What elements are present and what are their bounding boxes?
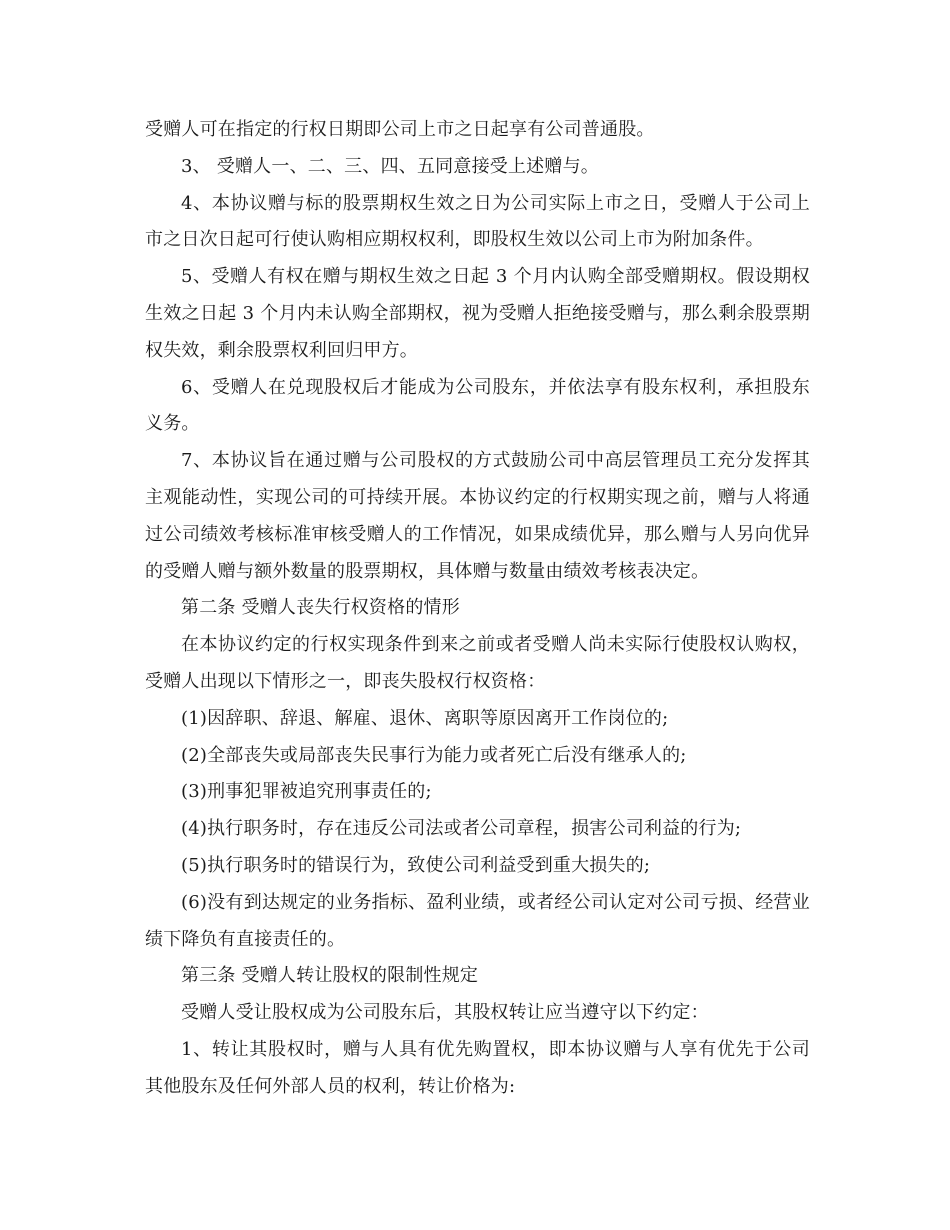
article-2-heading: 第二条 受赠人丧失行权资格的情形 [181, 597, 460, 619]
clause-7: 7、本协议旨在通过赠与公司股权的方式鼓励公司中高层管理员工充分发挥其主观能动性，实现公司的可持续开展。本协议约定的行权期实现之前，赠与人将通过公司绩效考核标准审核受赠人的工作情况，如果成绩优异，那么赠与人另向优异的受赠人赠与额外数量的股票期权，具体赠与数量由绩效考核表决定。 [145, 450, 810, 582]
article-2-item-1: (1)因辞职、辞退、解雇、退休、离职等原因离开工作岗位的; [181, 707, 669, 729]
article-2-item-3: (3)刑事犯罪被追究刑事责任的; [181, 781, 432, 803]
article-2-intro: 在本协议约定的行权实现条件到来之前或者受赠人尚未实际行使股权认购权，受赠人出现以下情形之一，即丧失股权行权资格： [145, 634, 810, 692]
clause-6: 6、受赠人在兑现股权后才能成为公司股东，并依法享有股东权利，承担股东义务。 [145, 376, 810, 435]
article-2-item-5: (5)执行职务时的错误行为，致使公司利益受到重大损失的; [181, 854, 651, 876]
article-3-heading: 第三条 受赠人转让股权的限制性规定 [181, 965, 479, 987]
article-2-item-2: (2)全部丧失或局部丧失民事行为能力或者死亡后没有继承人的; [181, 744, 687, 766]
article-3-clause-1: 1、转让其股权时，赠与人具有优先购置权，即本协议赠与人享有优先于公司其他股东及任何外部人员的权利，转让价格为: [145, 1038, 810, 1097]
document-body [145, 112, 810, 1106]
article-2-item-6: (6)没有到达规定的业务指标、盈利业绩，或者经公司认定对公司亏损、经营业绩下降负有直接责任的。 [145, 891, 810, 950]
paragraph-continuation: 受赠人可在指定的行权日期即公司上市之日起享有公司普通股。 [145, 119, 655, 140]
clause-3: 3、 受赠人一、二、三、四、五同意接受上述赠与。 [181, 155, 599, 177]
clause-5: 5、受赠人有权在赠与期权生效之日起 3 个月内认购全部受赠期权。假设期权生效之日起 3 个月内未认购全部期权，视为受赠人拒绝接受赠与，那么剩余股票期权失效，剩余股票权利回归甲方。 [145, 266, 810, 361]
article-3-intro: 受赠人受让股权成为公司股东后，其股权转让应当遵守以下约定： [181, 1002, 709, 1024]
clause-4: 4、本协议赠与标的股票期权生效之日为公司实际上市之日，受赠人于公司上市之日次日起可行使认购相应期权权利，即股权生效以公司上市为附加条件。 [145, 192, 810, 251]
article-2-item-4: (4)执行职务时，存在违反公司法或者公司章程，损害公司利益的行为; [181, 818, 742, 840]
